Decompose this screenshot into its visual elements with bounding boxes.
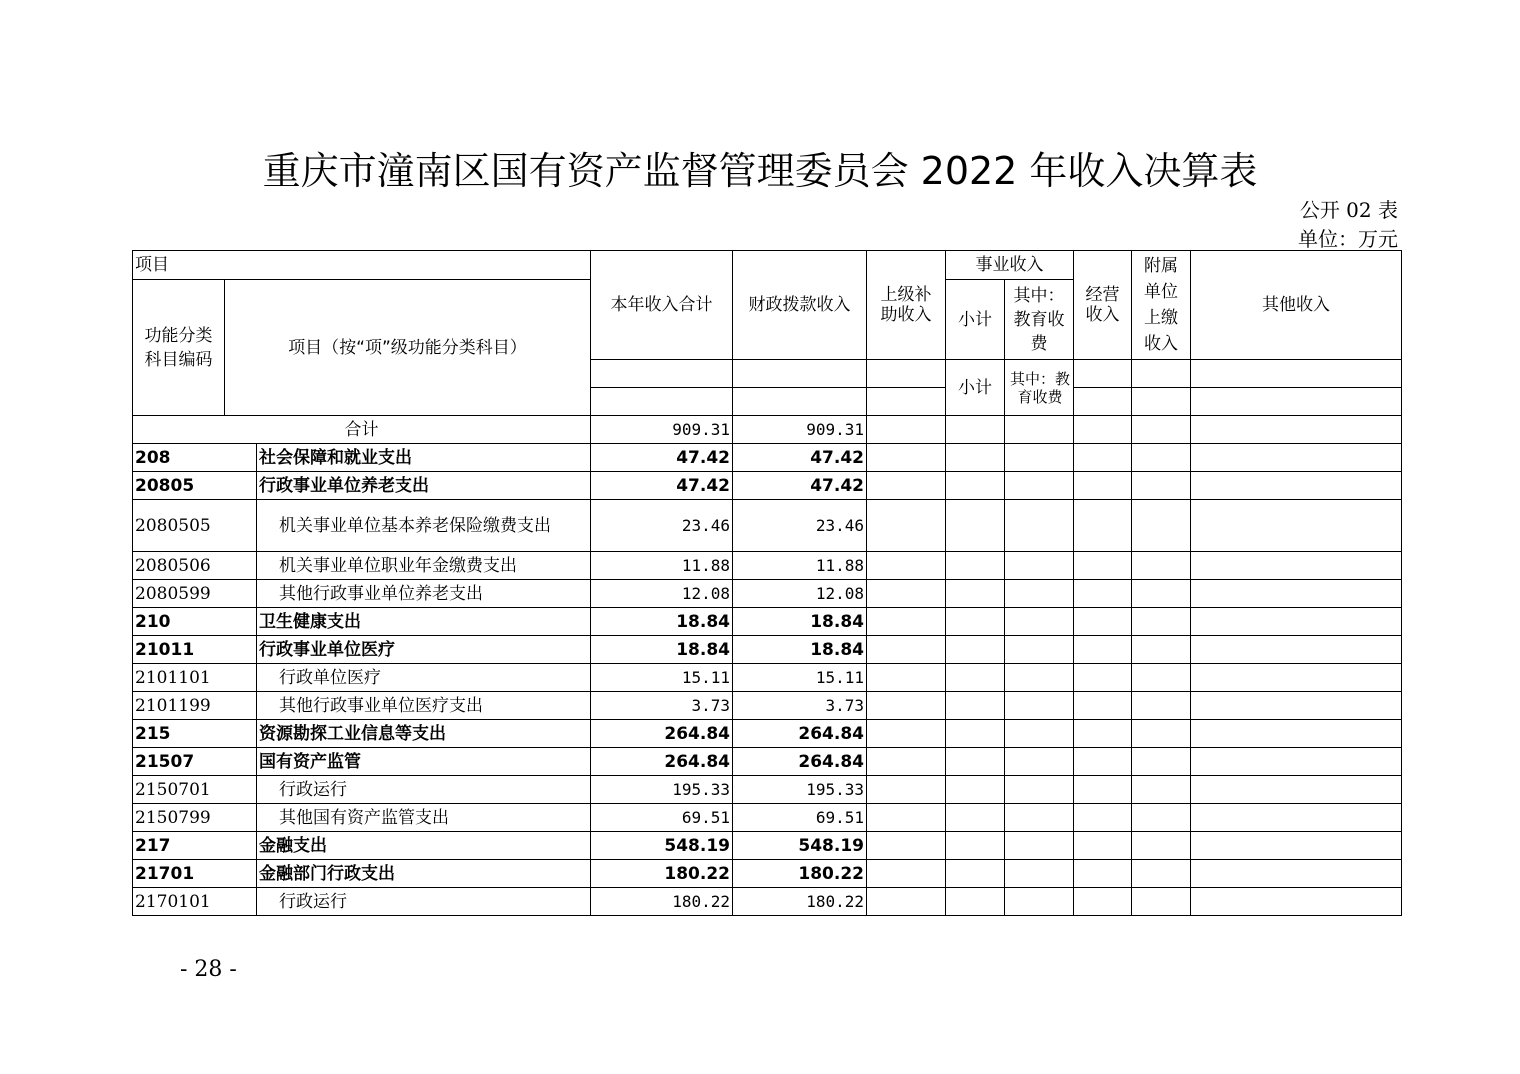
row-code: 215 xyxy=(133,720,257,748)
row-name: 国有资产监管 xyxy=(257,748,591,776)
empty-cell xyxy=(1132,804,1191,832)
table-row xyxy=(133,888,1402,916)
table-row xyxy=(133,636,1402,664)
empty-cell xyxy=(867,444,946,472)
empty-cell xyxy=(1074,720,1132,748)
empty-cell xyxy=(1074,776,1132,804)
empty-cell xyxy=(1191,804,1402,832)
row-code: 217 xyxy=(133,832,257,860)
empty-cell xyxy=(1191,720,1402,748)
page-number: - 28 - xyxy=(180,957,237,982)
row-code: 21011 xyxy=(133,636,257,664)
row-name: 社会保障和就业支出 xyxy=(257,444,591,472)
row-fiscal: 548.19 xyxy=(733,832,867,860)
row-name: 金融部门行政支出 xyxy=(257,860,591,888)
header-project: 项目 xyxy=(133,251,591,280)
empty-cell xyxy=(946,444,1005,472)
row-code: 208 xyxy=(133,444,257,472)
empty-cell xyxy=(1005,444,1074,472)
empty-cell xyxy=(1005,776,1074,804)
empty-cell xyxy=(1132,692,1191,720)
empty-cell xyxy=(867,720,946,748)
empty-cell xyxy=(867,664,946,692)
empty-cell xyxy=(1074,860,1132,888)
row-code: 2170101 xyxy=(133,888,257,916)
empty-cell xyxy=(1074,552,1132,580)
empty-cell xyxy=(867,692,946,720)
empty-cell xyxy=(1074,804,1132,832)
empty-cell xyxy=(1191,888,1402,916)
empty-cell xyxy=(1005,580,1074,608)
empty-cell xyxy=(867,636,946,664)
total-label: 合计 xyxy=(133,416,591,444)
row-fiscal: 264.84 xyxy=(733,748,867,776)
empty-cell xyxy=(1005,748,1074,776)
empty-cell xyxy=(946,804,1005,832)
row-code: 2150701 xyxy=(133,776,257,804)
empty-cell xyxy=(867,552,946,580)
table-row xyxy=(133,832,1402,860)
empty-cell xyxy=(946,692,1005,720)
row-name: 其他行政事业单位养老支出 xyxy=(257,580,591,608)
header-business: 事业收入 xyxy=(946,251,1074,280)
empty-cell xyxy=(946,832,1005,860)
empty-cell xyxy=(1074,636,1132,664)
empty-cell xyxy=(867,832,946,860)
row-code: 210 xyxy=(133,608,257,636)
row-fiscal: 180.22 xyxy=(733,888,867,916)
row-total-income: 264.84 xyxy=(591,720,733,748)
empty-cell xyxy=(1074,748,1132,776)
row-name: 行政单位医疗 xyxy=(257,664,591,692)
table-row xyxy=(133,860,1402,888)
empty-cell xyxy=(1005,804,1074,832)
row-fiscal: 47.42 xyxy=(733,444,867,472)
empty-cell xyxy=(1074,608,1132,636)
empty-cell xyxy=(867,888,946,916)
empty-cell xyxy=(1132,888,1191,916)
row-total-income: 23.46 xyxy=(591,500,733,552)
empty-cell xyxy=(1191,692,1402,720)
empty-cell xyxy=(867,500,946,552)
table-number: 公开 02 表 xyxy=(1299,198,1398,222)
empty-cell xyxy=(946,748,1005,776)
row-total-income: 47.42 xyxy=(591,444,733,472)
row-fiscal: 47.42 xyxy=(733,472,867,500)
row-fiscal: 264.84 xyxy=(733,720,867,748)
row-fiscal: 11.88 xyxy=(733,552,867,580)
empty-cell xyxy=(1191,552,1402,580)
empty-cell xyxy=(946,776,1005,804)
empty-cell xyxy=(1005,888,1074,916)
empty-cell xyxy=(1132,664,1191,692)
row-code: 2101101 xyxy=(133,664,257,692)
row-total-income: 548.19 xyxy=(591,832,733,860)
row-fiscal: 18.84 xyxy=(733,636,867,664)
empty-cell xyxy=(1191,500,1402,552)
row-total-income: 180.22 xyxy=(591,888,733,916)
row-code: 20805 xyxy=(133,472,257,500)
header-edu-fee-2: 其中：教育收费 xyxy=(1005,360,1074,416)
row-fiscal: 195.33 xyxy=(733,776,867,804)
table-row xyxy=(133,720,1402,748)
empty-cell xyxy=(1005,608,1074,636)
row-total-income: 264.84 xyxy=(591,748,733,776)
header-subtotal-2: 小计 xyxy=(946,360,1005,416)
empty-cell xyxy=(1005,552,1074,580)
total-income: 909.31 xyxy=(591,416,733,444)
empty-cell xyxy=(1074,580,1132,608)
empty-cell xyxy=(1191,664,1402,692)
table-row xyxy=(133,580,1402,608)
empty-cell xyxy=(946,888,1005,916)
empty-cell xyxy=(1074,500,1132,552)
table-row xyxy=(133,472,1402,500)
empty-cell xyxy=(1132,444,1191,472)
empty-cell xyxy=(946,720,1005,748)
empty-cell xyxy=(867,860,946,888)
empty-cell xyxy=(946,608,1005,636)
total-fiscal: 909.31 xyxy=(733,416,867,444)
empty-cell xyxy=(946,860,1005,888)
empty-cell xyxy=(1191,748,1402,776)
empty-cell xyxy=(1005,720,1074,748)
empty-cell xyxy=(946,552,1005,580)
unit-label: 单位：万元 xyxy=(1298,227,1398,251)
empty-cell xyxy=(867,776,946,804)
row-fiscal: 23.46 xyxy=(733,500,867,552)
header-affiliated: 附属单位上缴收入 xyxy=(1132,251,1191,360)
empty-cell xyxy=(1132,580,1191,608)
row-fiscal: 18.84 xyxy=(733,608,867,636)
empty-cell xyxy=(1191,636,1402,664)
row-total-income: 12.08 xyxy=(591,580,733,608)
empty-cell xyxy=(1191,472,1402,500)
row-name: 卫生健康支出 xyxy=(257,608,591,636)
row-code: 2080505 xyxy=(133,500,257,552)
row-total-income: 15.11 xyxy=(591,664,733,692)
row-name: 机关事业单位基本养老保险缴费支出 xyxy=(257,500,591,552)
header-code: 功能分类科目编码 xyxy=(133,280,225,416)
empty-cell xyxy=(867,472,946,500)
row-total-income: 195.33 xyxy=(591,776,733,804)
empty-cell xyxy=(1005,472,1074,500)
empty-cell xyxy=(867,748,946,776)
header-subtotal: 小计 xyxy=(946,280,1005,360)
empty-cell xyxy=(1132,720,1191,748)
empty-cell xyxy=(1074,664,1132,692)
row-code: 21507 xyxy=(133,748,257,776)
row-total-income: 18.84 xyxy=(591,608,733,636)
empty-cell xyxy=(1191,444,1402,472)
row-code: 2150799 xyxy=(133,804,257,832)
row-total-income: 11.88 xyxy=(591,552,733,580)
empty-cell xyxy=(1005,664,1074,692)
empty-cell xyxy=(1191,580,1402,608)
row-total-income: 3.73 xyxy=(591,692,733,720)
row-total-income: 69.51 xyxy=(591,804,733,832)
empty-cell xyxy=(1132,776,1191,804)
row-fiscal: 180.22 xyxy=(733,860,867,888)
empty-cell xyxy=(946,664,1005,692)
empty-cell xyxy=(1074,692,1132,720)
empty-cell xyxy=(1005,860,1074,888)
header-other: 其他收入 xyxy=(1191,251,1402,360)
income-table xyxy=(132,250,1402,916)
empty-cell xyxy=(1132,552,1191,580)
empty-cell xyxy=(1191,776,1402,804)
row-name: 行政运行 xyxy=(257,888,591,916)
header-total-income: 本年收入合计 xyxy=(591,251,733,360)
empty-cell xyxy=(1074,472,1132,500)
empty-cell xyxy=(946,580,1005,608)
header-operating: 经营收入 xyxy=(1074,251,1132,360)
header-superior: 上级补助收入 xyxy=(867,251,946,360)
header-edu-fee: 其中：教育收费 xyxy=(1005,280,1074,360)
row-total-income: 180.22 xyxy=(591,860,733,888)
table-row xyxy=(133,804,1402,832)
empty-cell xyxy=(1191,832,1402,860)
empty-cell xyxy=(1132,860,1191,888)
page-title: 重庆市潼南区国有资产监督管理委员会 2022 年收入决算表 xyxy=(262,149,1258,193)
row-fiscal: 3.73 xyxy=(733,692,867,720)
row-code: 2080599 xyxy=(133,580,257,608)
row-name: 其他行政事业单位医疗支出 xyxy=(257,692,591,720)
empty-cell xyxy=(1132,748,1191,776)
empty-cell xyxy=(1074,832,1132,860)
table-row xyxy=(133,692,1402,720)
empty-cell xyxy=(1005,832,1074,860)
row-fiscal: 12.08 xyxy=(733,580,867,608)
row-total-income: 18.84 xyxy=(591,636,733,664)
empty-cell xyxy=(1074,444,1132,472)
empty-cell xyxy=(1132,608,1191,636)
empty-cell xyxy=(1005,636,1074,664)
empty-cell xyxy=(1005,692,1074,720)
empty-cell xyxy=(946,636,1005,664)
empty-cell xyxy=(1191,608,1402,636)
header-name: 项目（按“项”级功能分类科目） xyxy=(225,280,591,416)
table-row xyxy=(133,552,1402,580)
row-code: 2101199 xyxy=(133,692,257,720)
empty-cell xyxy=(1132,500,1191,552)
row-name: 行政事业单位医疗 xyxy=(257,636,591,664)
row-total-income: 47.42 xyxy=(591,472,733,500)
empty-cell xyxy=(946,500,1005,552)
row-code: 21701 xyxy=(133,860,257,888)
empty-cell xyxy=(946,472,1005,500)
table-row xyxy=(133,608,1402,636)
row-name: 机关事业单位职业年金缴费支出 xyxy=(257,552,591,580)
empty-cell xyxy=(867,804,946,832)
empty-cell xyxy=(1074,888,1132,916)
row-name: 金融支出 xyxy=(257,832,591,860)
row-name: 行政运行 xyxy=(257,776,591,804)
empty-cell xyxy=(867,580,946,608)
table-row xyxy=(133,776,1402,804)
table-row xyxy=(133,444,1402,472)
table-row xyxy=(133,500,1402,552)
total-row xyxy=(133,416,1402,444)
empty-cell xyxy=(1132,636,1191,664)
header-fiscal: 财政拨款收入 xyxy=(733,251,867,360)
row-fiscal: 69.51 xyxy=(733,804,867,832)
row-fiscal: 15.11 xyxy=(733,664,867,692)
table-row xyxy=(133,748,1402,776)
empty-cell xyxy=(1005,500,1074,552)
empty-cell xyxy=(1132,832,1191,860)
row-name: 行政事业单位养老支出 xyxy=(257,472,591,500)
empty-cell xyxy=(867,608,946,636)
row-name: 资源勘探工业信息等支出 xyxy=(257,720,591,748)
row-code: 2080506 xyxy=(133,552,257,580)
table-row xyxy=(133,664,1402,692)
empty-cell xyxy=(1191,860,1402,888)
row-name: 其他国有资产监管支出 xyxy=(257,804,591,832)
empty-cell xyxy=(1132,472,1191,500)
